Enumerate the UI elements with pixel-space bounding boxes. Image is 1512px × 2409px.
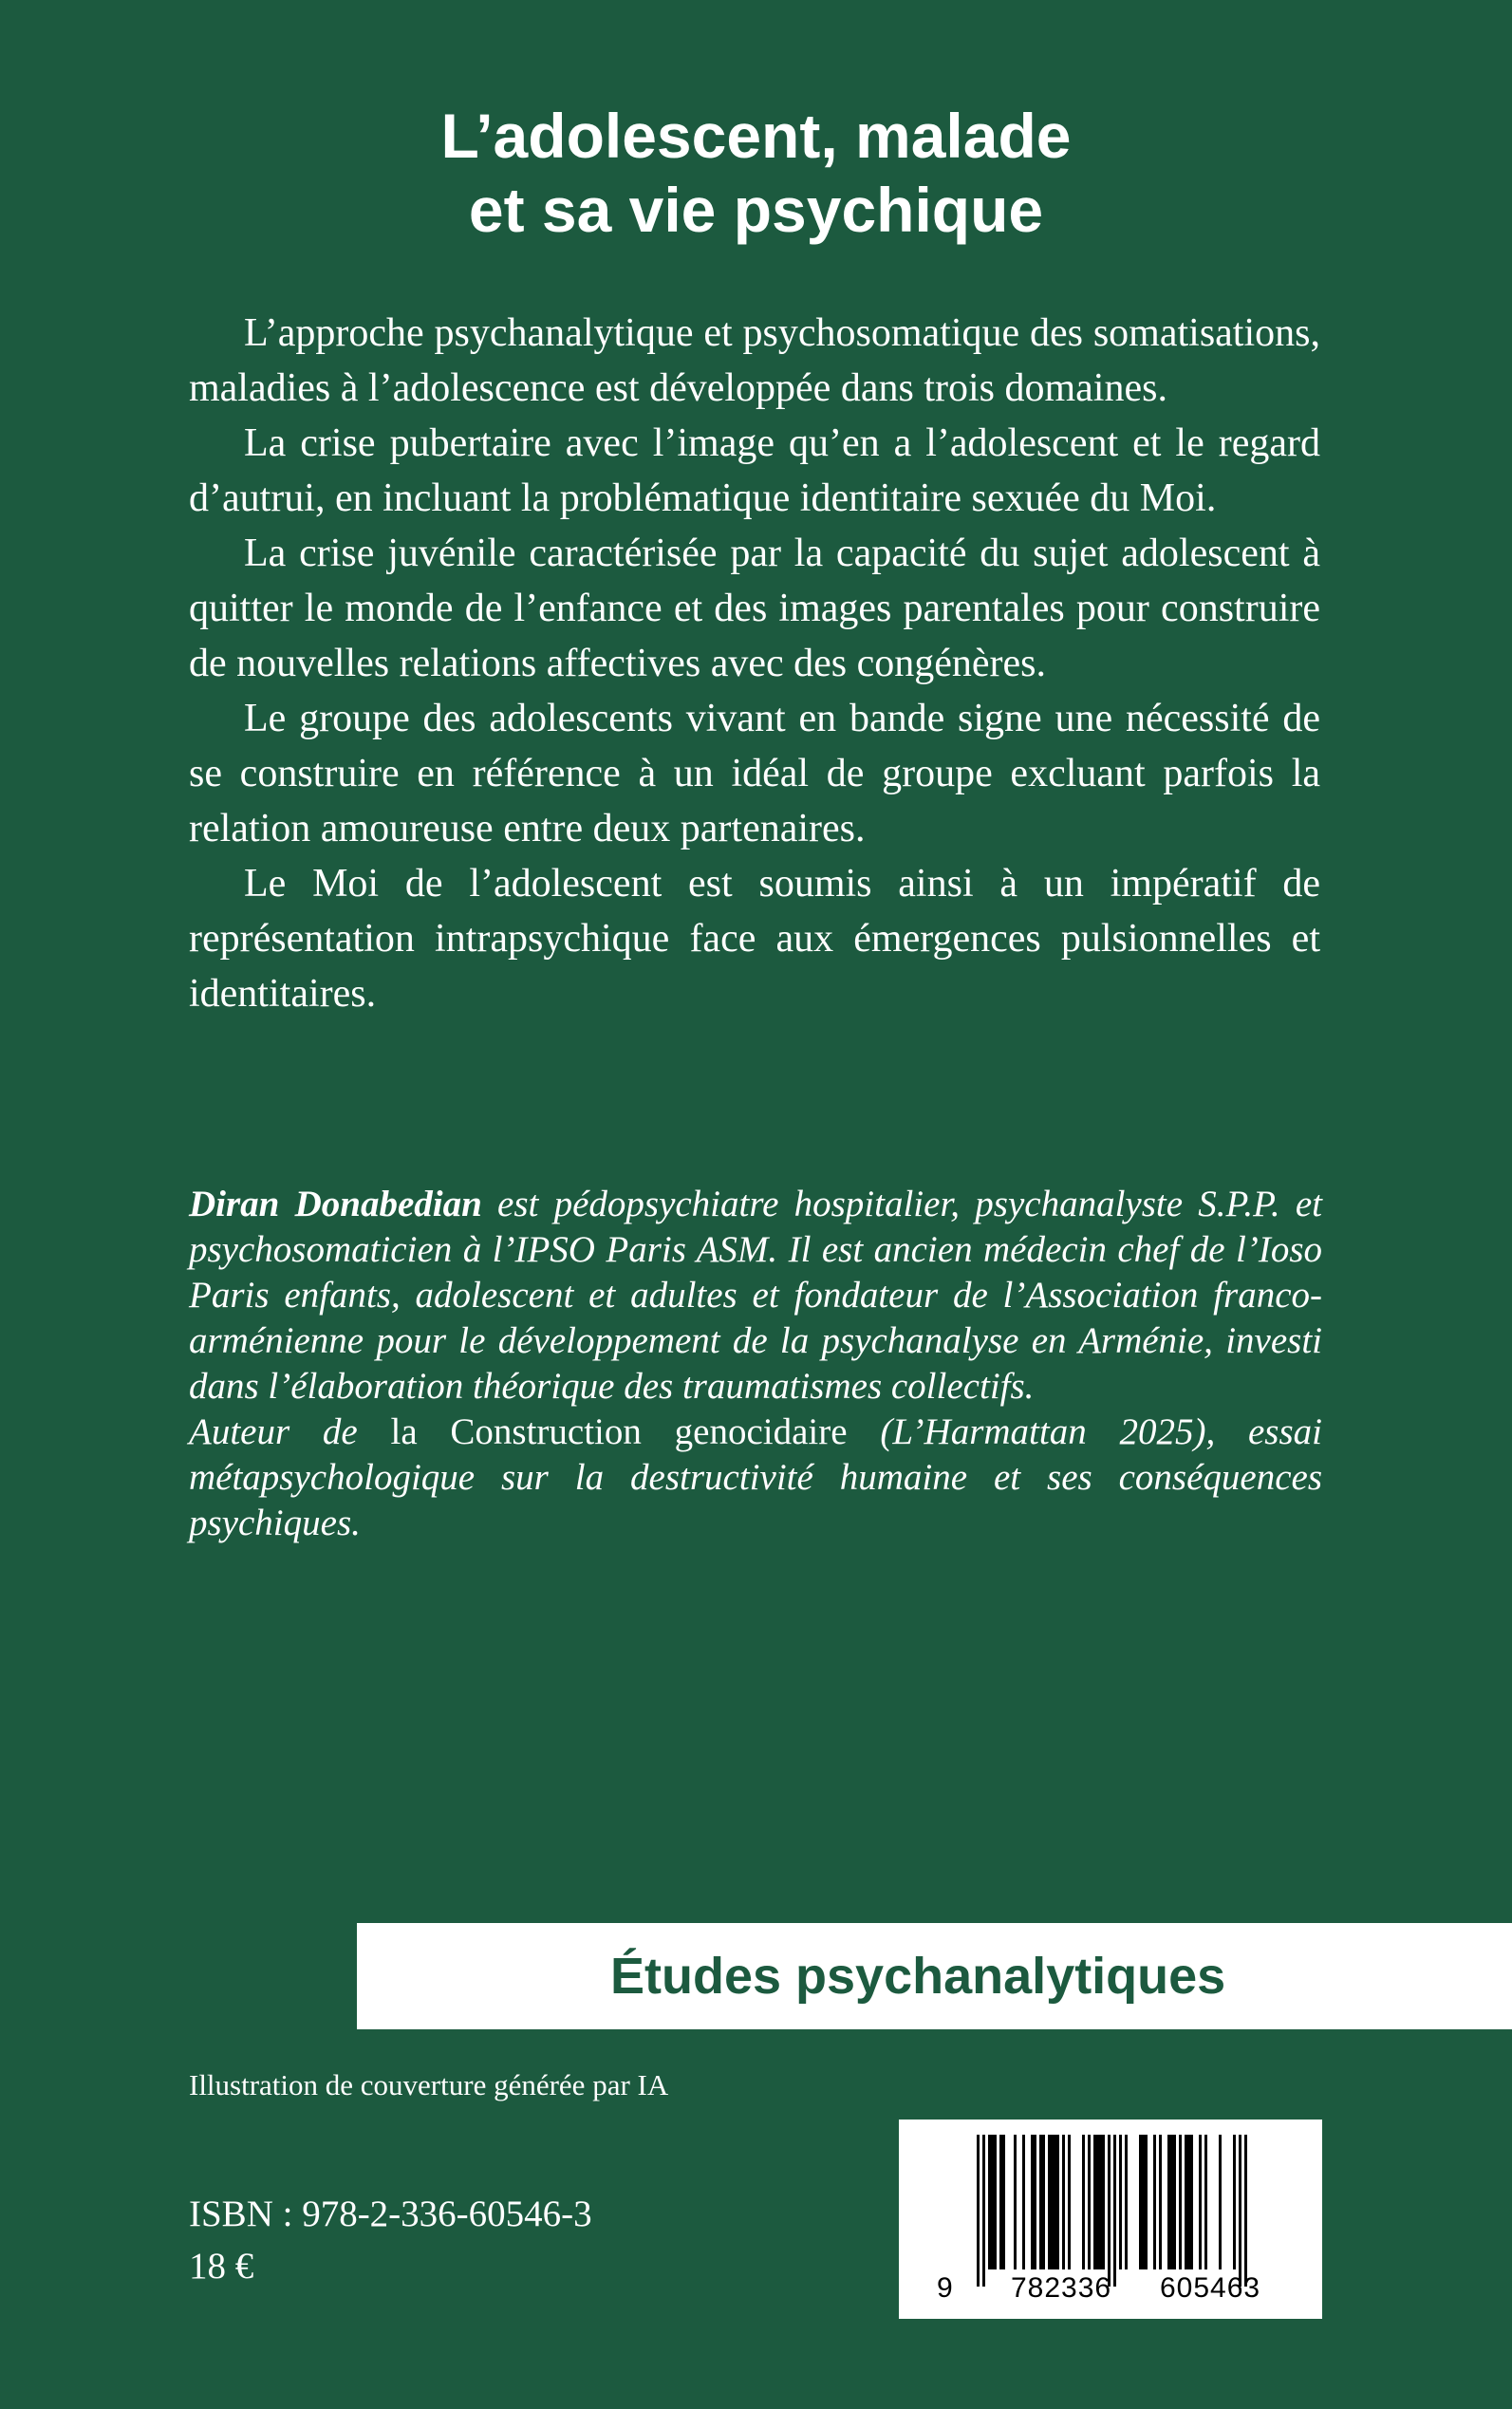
barcode-bar	[1048, 2135, 1051, 2269]
book-title	[0, 99, 1512, 247]
barcode-bar	[1199, 2135, 1202, 2269]
barcode-bar	[1102, 2135, 1105, 2269]
title-line-1: L’adolescent, malade	[440, 101, 1072, 171]
barcode-bar	[1142, 2135, 1145, 2269]
barcode-bar	[1167, 2135, 1170, 2269]
barcode-bar	[1219, 2135, 1222, 2269]
barcode-bar	[1173, 2135, 1176, 2269]
barcode-bar	[1051, 2135, 1054, 2269]
blurb-paragraph: Le groupe des adolescents vivant en bande signe une nécessité de se construire en référence à un idéal de groupe excluant parfois la relation amoureuse entre deux partenaires.	[189, 697, 1320, 850]
blurb-paragraph: La crise pubertaire avec l’image qu’en a l’adolescent et le regard d’autrui, en incluant la problématique identitaire sexuée du Moi.	[189, 421, 1320, 520]
barcode-guard-bar	[1108, 2135, 1111, 2287]
title-line-2: et sa vie psychique	[468, 175, 1044, 245]
barcode-guard-bar	[1239, 2135, 1241, 2287]
barcode-first-digit: 9	[937, 2272, 954, 2304]
illustration-credit: Illustration de couverture générée par IA	[189, 2068, 669, 2101]
barcode-bar	[1039, 2135, 1042, 2269]
barcode-bar	[1022, 2135, 1025, 2269]
bio-text: est pédopsychiatre hospitalier, psychanalyste S.P.P. et psychosomaticien à l’IPSO Paris ASM. Il est ancien médecin chef de l’Ioso Paris enfants, adolescent et adultes et fondateur de l’Association franco-arménienne pour le développement de la psychanalyse en Arménie, investi dans l’élaboration théorique des traumatismes collectifs.	[189, 1184, 1323, 1407]
barcode-bar	[1139, 2135, 1142, 2269]
barcode-bar	[1233, 2135, 1236, 2269]
barcode-bar	[1185, 2135, 1187, 2269]
barcode-bar	[999, 2135, 1002, 2269]
author-name: Diran Donabedian	[189, 1184, 482, 1224]
barcode-bar	[1014, 2135, 1017, 2269]
barcode-bar	[1170, 2135, 1173, 2269]
barcode-bar	[994, 2135, 997, 2269]
barcode-guard-bar	[982, 2135, 985, 2287]
bio-works	[189, 1410, 1322, 1546]
barcode-bar	[1153, 2135, 1156, 2269]
series-name: Études psychanalytiques	[610, 1948, 1226, 2005]
barcode-bar	[1190, 2135, 1193, 2269]
barcode-guard-bar	[977, 2135, 980, 2287]
series-band	[357, 1923, 1512, 2029]
bio-paragraph	[189, 1182, 1322, 1410]
barcode-bar	[1088, 2135, 1091, 2269]
works-title: la Construction genocidaire	[390, 1411, 848, 1452]
barcode-right-digits: 605463	[1160, 2272, 1261, 2304]
barcode-guard-bar	[1244, 2135, 1247, 2287]
barcode-bar	[1096, 2135, 1099, 2269]
isbn: ISBN : 978-2-336-60546-3	[189, 2194, 592, 2234]
barcode-bar	[1159, 2135, 1162, 2269]
barcode-bar	[1082, 2135, 1085, 2269]
barcode-bar	[1056, 2135, 1059, 2269]
barcode-bar	[1002, 2135, 1005, 2269]
barcode-bar	[1179, 2135, 1182, 2269]
blurb-paragraph: Le Moi de l’adolescent est soumis ainsi à un impératif de représentation intrapsychique face aux émergences pulsionnelles et identitaires.	[189, 862, 1320, 1016]
blurb-paragraph: La crise juvénile caractérisée par la capacité du sujet adolescent à quitter le monde de l’enfance et des images parentales pour construire de nouvelles relations affectives avec des congénères.	[189, 532, 1320, 685]
works-prefix: Auteur de	[189, 1411, 391, 1452]
barcode-bar	[1031, 2135, 1034, 2269]
back-cover-blurb	[189, 306, 1320, 1021]
barcode-bar	[1054, 2135, 1056, 2269]
barcode-bar	[1145, 2135, 1148, 2269]
barcode-bar	[1204, 2135, 1207, 2269]
barcode-guard-bar	[1113, 2135, 1116, 2287]
barcode-bar	[1099, 2135, 1102, 2269]
blurb-paragraph: L’approche psychanalytique et psychosomatique des somatisations, maladies à l’adolescence est développée dans trois domaines.	[189, 311, 1320, 410]
barcode-bar	[1068, 2135, 1071, 2269]
barcode-bar	[1187, 2135, 1190, 2269]
barcode-bar	[991, 2135, 994, 2269]
barcode-bar	[1125, 2135, 1128, 2269]
barcode-bar	[1093, 2135, 1096, 2269]
works-suffix: (L’Harmattan 2025), essai métapsychologique sur la destructivité humaine et ses conséquences psychiques.	[189, 1411, 1322, 1543]
barcode-left-digits: 782336	[1011, 2272, 1112, 2304]
barcode-bar	[1034, 2135, 1036, 2269]
price: 18 €	[189, 2246, 254, 2287]
barcode-bar	[1062, 2135, 1065, 2269]
barcode-bar	[1042, 2135, 1045, 2269]
barcode-bar	[988, 2135, 991, 2269]
barcode-bar	[1119, 2135, 1122, 2269]
barcode	[899, 2120, 1322, 2319]
author-bio	[189, 1182, 1322, 1546]
